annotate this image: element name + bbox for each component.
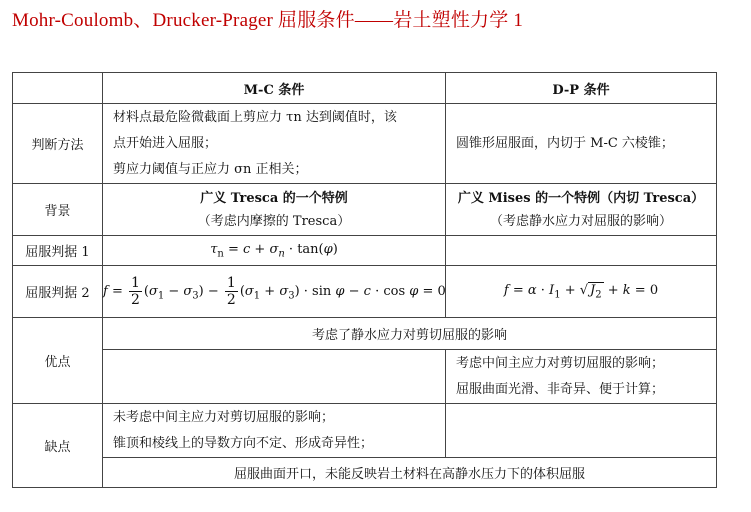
advantages-dp-line1: 考虑中间主应力对剪切屈服的影响； [456,355,665,371]
header-dp: D-P 条件 [446,73,717,104]
table-row-method [13,104,717,184]
background-mc-line1: 广义 Tresca 的一个特例 [200,190,348,206]
table-row-background [13,184,717,236]
comparison-table [12,72,717,488]
row-label-criterion1: 屈服判据 1 [13,236,103,266]
cell-method-dp [446,104,717,184]
background-mc-line2: （考虑内摩擦的 Tresca） [197,213,351,229]
row-label-disadvantages: 缺点 [13,404,103,488]
disadvantages-shared: 屈服曲面开口，未能反映岩土材料在高静水压力下的体积屈服 [103,458,717,488]
method-mc-line1: 材料点最危险微截面上剪应力 τn 达到阈值时，该 [113,109,397,125]
table-header-row [13,73,717,104]
table-row-criterion1 [13,236,717,266]
cell-method-mc [103,104,446,184]
page-title: Mohr-Coulomb、Drucker-Prager 屈服条件——岩土塑性力学 1 [12,10,524,31]
formula-dp-criterion2: $f = \alpha \cdot I_1$ + √ $J_2 + k = 0$ [446,266,717,318]
method-dp-text: 圆锥形屈服面，内切于 M-C 六棱锥； [456,135,674,151]
cell-disadvantages-dp [446,404,717,458]
formula-mc-criterion2: f = $\frac{1}{2}$ $(\sigma_1 - \sigma_3)$ − $\frac{1}{2}$ $(\sigma_1 + \sigma_3) \cdot \sin \varphi - c \cdot \cos \varphi = 0$ [103,266,446,318]
background-dp-line2: （考虑静水应力对屈服的影响） [489,213,672,229]
cell-disadvantages-mc [103,404,446,458]
disadvantages-mc-line2: 锥顶和棱线上的导数方向不定、形成奇异性； [113,435,374,451]
background-dp-line1: 广义 Mises 的一个特例（内切 Tresca） [457,190,705,206]
row-label-advantages: 优点 [13,318,103,404]
method-mc-line3: 剪应力阈值与正应力 σn 正相关； [113,161,308,177]
cell-background-dp [446,184,717,236]
method-mc-line2: 点开始进入屈服； [113,135,218,151]
fraction-half: $\frac{1}{2}$ [226,275,236,308]
table-row-advantages-shared [13,318,717,350]
row-label-background: 背景 [13,184,103,236]
row-label-method: 判断方法 [13,104,103,184]
advantages-dp-line2: 屈服曲面光滑、非奇异、便于计算； [456,381,665,397]
table-row-disadvantages [13,404,717,458]
advantages-shared: 考虑了静水应力对剪切屈服的影响 [103,318,717,350]
disadvantages-mc-line1: 未考虑中间主应力对剪切屈服的影响； [113,409,335,425]
table-row-criterion2 [13,266,717,318]
fraction-half: $\frac{1}{2}$ [130,275,140,308]
cell-advantages-dp [446,350,717,404]
table-row-advantages [13,350,717,404]
header-corner [13,73,103,104]
table-row-disadvantages-shared [13,458,717,488]
row-label-criterion2: 屈服判据 2 [13,266,103,318]
header-mc: M-C 条件 [103,73,446,104]
cell-advantages-mc [103,350,446,404]
cell-criterion1-dp [446,236,717,266]
cell-background-mc [103,184,446,236]
formula-mc-criterion1: $\tau_n = c + \sigma_n \cdot \tan(\varphi)$ [103,236,446,266]
